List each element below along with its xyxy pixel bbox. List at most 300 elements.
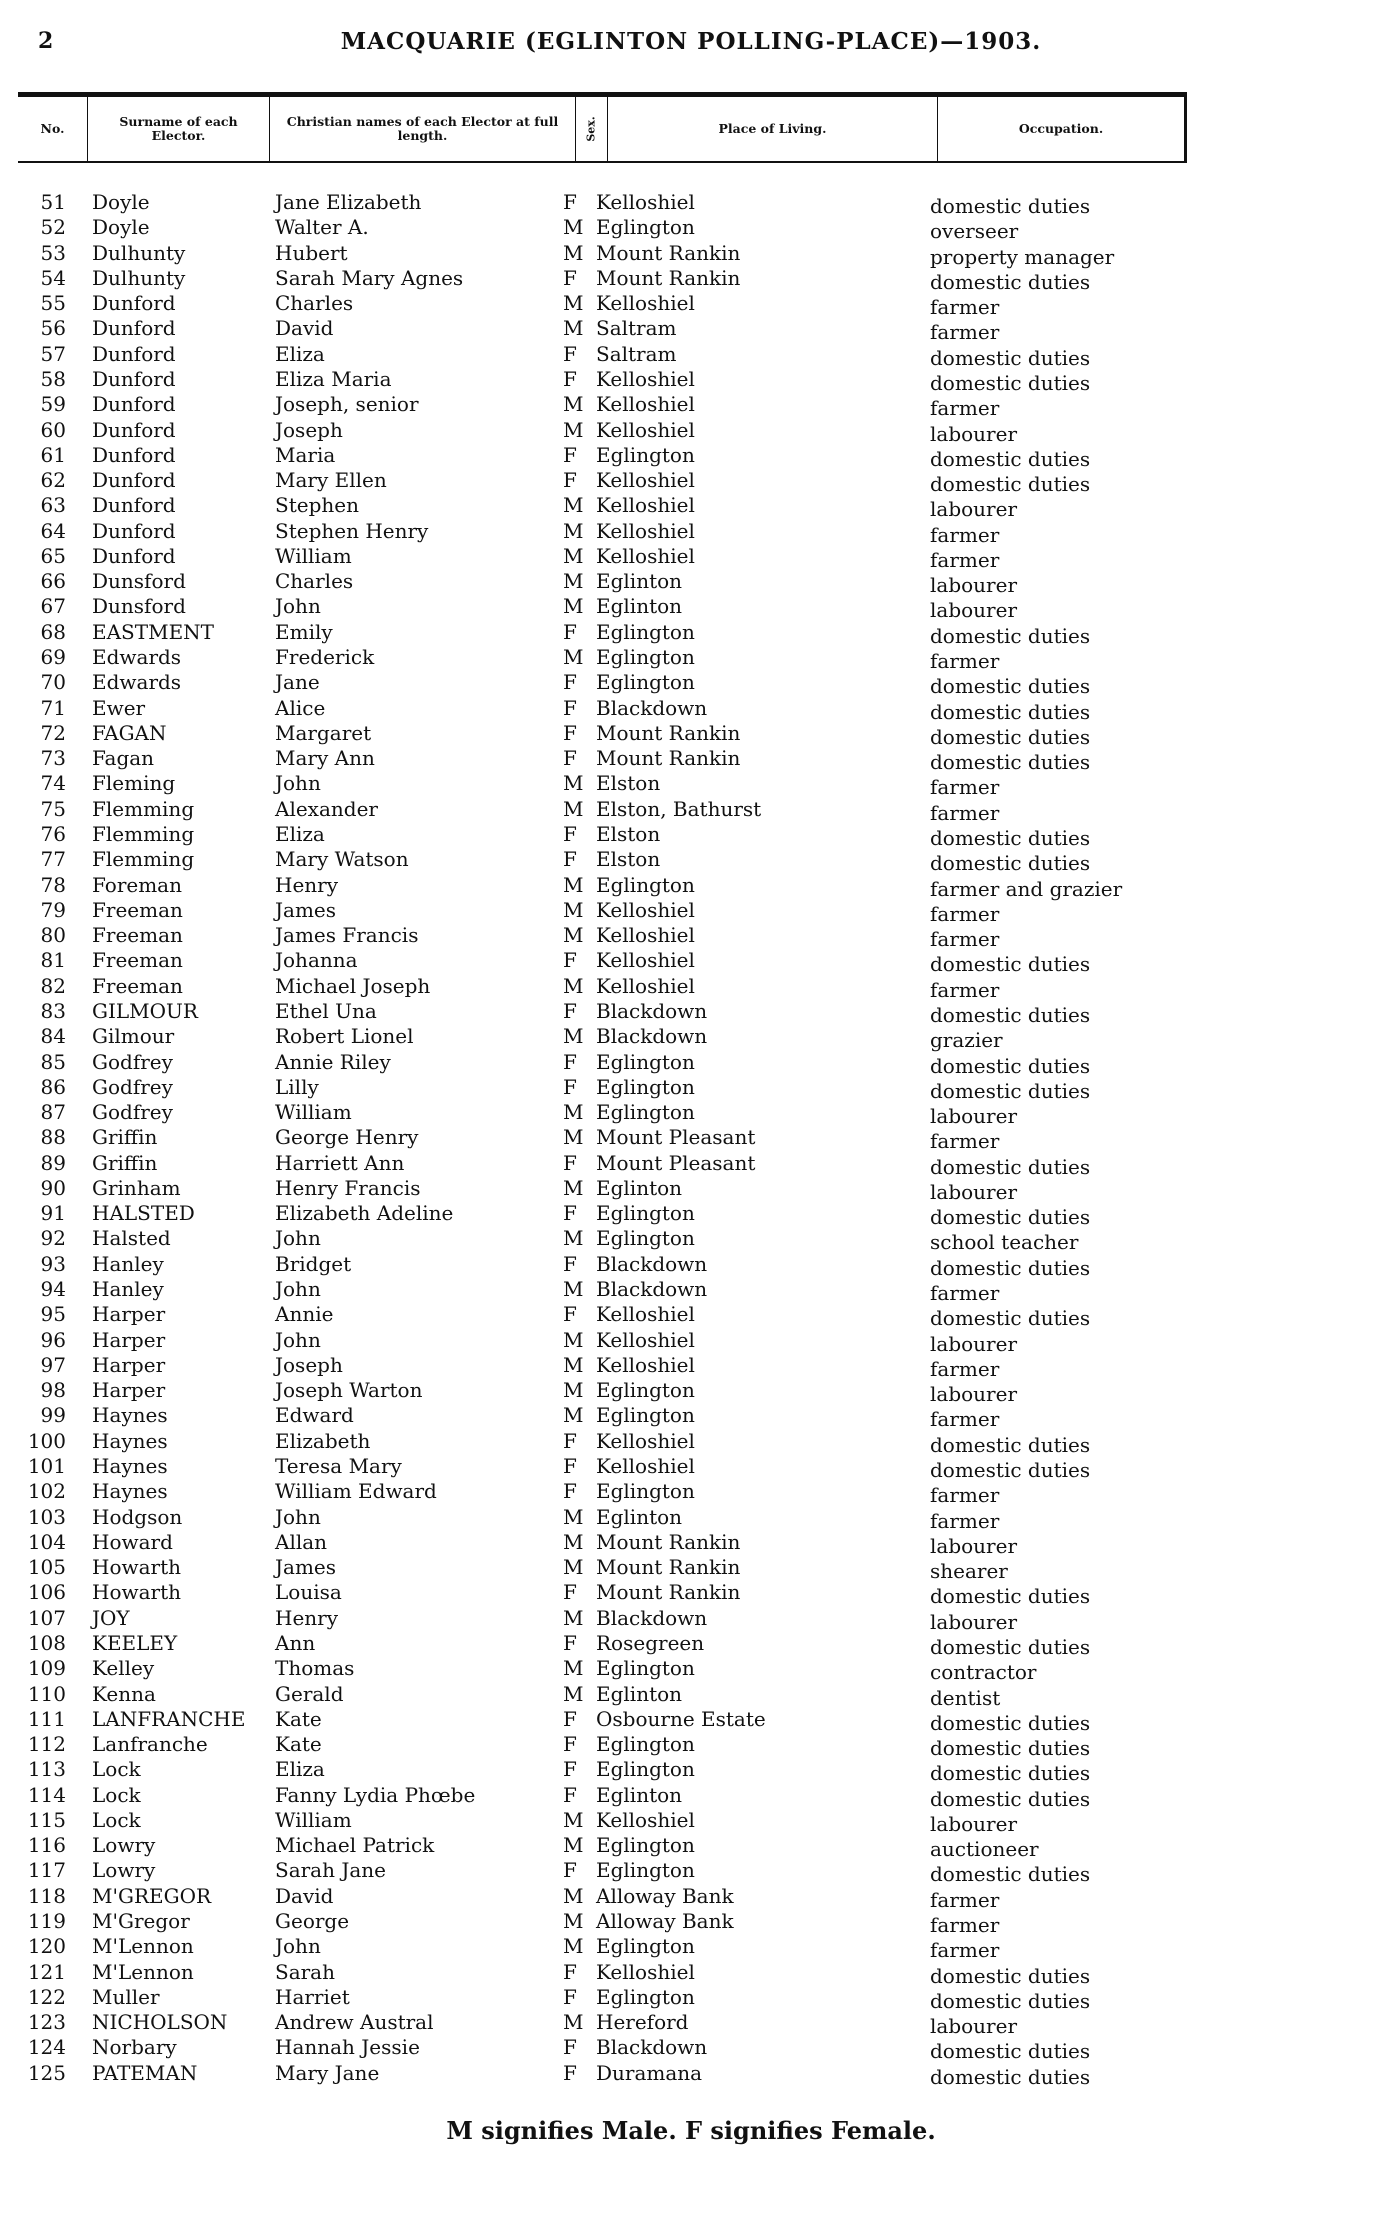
occupation: domestic duties (930, 1205, 1091, 1230)
sex: M (563, 518, 584, 543)
sex: M (563, 1024, 584, 1049)
place-of-living: Kelloshiel (596, 1428, 695, 1453)
surname: Halsted (92, 1226, 171, 1251)
occupation: labourer (930, 1382, 1018, 1407)
table-row (0, 1580, 1382, 1609)
surname: HALSTED (92, 1201, 195, 1226)
surname: Fleming (92, 771, 176, 796)
christian-names: Lilly (275, 1074, 319, 1099)
place-of-living: Kelloshiel (596, 948, 695, 973)
sex: F (563, 746, 577, 771)
surname: Howarth (92, 1580, 182, 1605)
row-number: 54 (40, 265, 66, 290)
header-no: No. (18, 97, 88, 161)
place-of-living: Eglington (596, 1049, 695, 1074)
place-of-living: Kelloshiel (596, 518, 695, 543)
table-row (0, 1732, 1382, 1761)
surname: Flemming (92, 796, 195, 821)
sex: F (563, 1074, 577, 1099)
christian-names: Jane Elizabeth (275, 190, 422, 214)
place-of-living: Eglington (596, 442, 695, 467)
table-row (0, 493, 1382, 522)
row-number: 116 (27, 1833, 66, 1858)
place-of-living: Saltram (596, 316, 677, 341)
occupation: shearer (930, 1559, 1008, 1584)
christian-names: Frederick (275, 645, 375, 670)
row-number: 80 (40, 923, 66, 948)
occupation: domestic duties (930, 1255, 1091, 1280)
table-row (0, 1327, 1382, 1356)
table-row (0, 1984, 1382, 2013)
occupation: domestic duties (930, 1002, 1091, 1027)
occupation: domestic duties (930, 1078, 1091, 1103)
row-number: 118 (27, 1883, 66, 1908)
surname: Dunford (92, 291, 176, 316)
row-number: 98 (40, 1378, 66, 1403)
sex: F (563, 265, 577, 290)
christian-names: Margaret (275, 720, 372, 745)
occupation: farmer (930, 1483, 1000, 1508)
sex: M (563, 923, 584, 948)
occupation: domestic duties (930, 1761, 1091, 1786)
place-of-living: Eglinton (596, 594, 683, 619)
sex: F (563, 1150, 577, 1175)
christian-names: John (275, 1226, 321, 1251)
sex: M (563, 316, 584, 341)
occupation: auctioneer (930, 1837, 1039, 1862)
place-of-living: Kelloshiel (596, 543, 695, 568)
surname: Lowry (92, 1858, 156, 1883)
row-number: 70 (40, 670, 66, 695)
surname: Kenna (92, 1681, 156, 1706)
place-of-living: Saltram (596, 341, 677, 366)
place-of-living: Mount Pleasant (596, 1150, 756, 1175)
christian-names: Joseph (275, 1352, 343, 1377)
sex: M (563, 1352, 584, 1377)
occupation: farmer (930, 1281, 1000, 1306)
table-row (0, 619, 1382, 648)
table-row (0, 973, 1382, 1002)
surname: Dunford (92, 392, 176, 417)
sex: F (563, 1706, 577, 1731)
occupation: labourer (930, 1533, 1018, 1558)
surname: FAGAN (92, 720, 167, 745)
place-of-living: Kelloshiel (596, 392, 695, 417)
sex: M (563, 1378, 584, 1403)
sex: F (563, 341, 577, 366)
table-row (0, 1277, 1382, 1306)
sex: M (563, 1277, 584, 1302)
surname: Lanfranche (92, 1732, 208, 1757)
occupation: domestic duties (930, 1154, 1091, 1179)
christian-names: Andrew Austral (275, 2010, 434, 2035)
table-row (0, 796, 1382, 825)
place-of-living: Mount Rankin (596, 1580, 741, 1605)
christian-names: John (275, 1277, 321, 1302)
row-number: 62 (40, 468, 66, 493)
occupation: domestic duties (930, 750, 1091, 775)
surname: Griffin (92, 1125, 158, 1150)
table-row (0, 746, 1382, 775)
sex: M (563, 973, 584, 998)
occupation: labourer (930, 1609, 1018, 1634)
row-number: 103 (27, 1504, 66, 1529)
surname: Dunsford (92, 569, 186, 594)
occupation: domestic duties (930, 699, 1091, 724)
table-row (0, 670, 1382, 699)
row-number: 51 (40, 190, 66, 214)
occupation: domestic duties (930, 1634, 1091, 1659)
surname: Harper (92, 1302, 166, 1327)
sex: M (563, 417, 584, 442)
sex: F (563, 948, 577, 973)
row-number: 83 (40, 998, 66, 1023)
table-row (0, 1479, 1382, 1508)
place-of-living: Kelloshiel (596, 291, 695, 316)
occupation: farmer (930, 1913, 1000, 1938)
occupation: farmer (930, 396, 1000, 421)
christian-names: Johanna (275, 948, 358, 973)
place-of-living: Eglington (596, 1732, 695, 1757)
table-row (0, 1352, 1382, 1381)
table-row (0, 1529, 1382, 1558)
table-row (0, 543, 1382, 572)
table-row (0, 1555, 1382, 1584)
surname: GILMOUR (92, 998, 198, 1023)
row-number: 90 (40, 1175, 66, 1200)
table-row (0, 1909, 1382, 1938)
surname: M'Lennon (92, 1959, 194, 1984)
surname: Harper (92, 1378, 166, 1403)
occupation: domestic duties (930, 674, 1091, 699)
christian-names: Elizabeth Adeline (275, 1201, 454, 1226)
surname: EASTMENT (92, 619, 215, 644)
table-row (0, 594, 1382, 623)
place-of-living: Blackdown (596, 1024, 708, 1049)
surname: Muller (92, 1984, 160, 2009)
table-row (0, 1251, 1382, 1280)
occupation: farmer (930, 1407, 1000, 1432)
occupation: labourer (930, 421, 1018, 446)
place-of-living: Kelloshiel (596, 468, 695, 493)
christian-names: John (275, 1934, 321, 1959)
christian-names: Robert Lionel (275, 1024, 414, 1049)
place-of-living: Eglinton (596, 1782, 683, 1807)
place-of-living: Rosegreen (596, 1630, 705, 1655)
surname: Dunford (92, 341, 176, 366)
row-number: 89 (40, 1150, 66, 1175)
row-number: 112 (27, 1732, 66, 1757)
occupation: labourer (930, 1331, 1018, 1356)
christian-names: Thomas (275, 1656, 355, 1681)
christian-names: Sarah (275, 1959, 335, 1984)
table-row (0, 215, 1382, 244)
row-number: 104 (27, 1529, 66, 1554)
page-number: 2 (38, 28, 54, 54)
surname: Grinham (92, 1175, 181, 1200)
christian-names: Alexander (275, 796, 378, 821)
sex: M (563, 1807, 584, 1832)
christian-names: Fanny Lydia Phœbe (275, 1782, 476, 1807)
surname: Dunford (92, 493, 176, 518)
surname: Dunford (92, 442, 176, 467)
occupation: domestic duties (930, 1963, 1091, 1988)
row-number: 108 (27, 1630, 66, 1655)
row-number: 123 (27, 2010, 66, 2035)
place-of-living: Mount Rankin (596, 1555, 741, 1580)
occupation: farmer (930, 1508, 1000, 1533)
row-number: 63 (40, 493, 66, 518)
table-row (0, 1024, 1382, 1053)
occupation: domestic duties (930, 1432, 1091, 1457)
surname: Dunford (92, 518, 176, 543)
surname: Doyle (92, 215, 150, 240)
table-row (0, 1074, 1382, 1103)
surname: Godfrey (92, 1049, 173, 1074)
christian-names: Mary Ellen (275, 468, 387, 493)
table-row (0, 720, 1382, 749)
row-number: 94 (40, 1277, 66, 1302)
place-of-living: Eglington (596, 1656, 695, 1681)
place-of-living: Eglington (596, 619, 695, 644)
table-row (0, 291, 1382, 320)
christian-names: Emily (275, 619, 333, 644)
occupation: domestic duties (930, 194, 1091, 218)
christian-names: Sarah Jane (275, 1858, 387, 1883)
place-of-living: Eglington (596, 670, 695, 695)
table-row (0, 1883, 1382, 1912)
row-number: 115 (27, 1807, 66, 1832)
table-row (0, 695, 1382, 724)
table-row (0, 1403, 1382, 1432)
surname: Haynes (92, 1479, 168, 1504)
row-number: 55 (40, 291, 66, 316)
sex: M (563, 1555, 584, 1580)
occupation: farmer and grazier (930, 876, 1123, 901)
place-of-living: Alloway Bank (596, 1909, 734, 1934)
row-number: 102 (27, 1479, 66, 1504)
occupation: domestic duties (930, 345, 1091, 370)
sex: M (563, 1125, 584, 1150)
christian-names: James (275, 897, 337, 922)
sex: M (563, 1529, 584, 1554)
occupation: domestic duties (930, 1306, 1091, 1331)
surname: M'GREGOR (92, 1883, 212, 1908)
table-row (0, 341, 1382, 370)
sex: M (563, 1175, 584, 1200)
sex: M (563, 215, 584, 240)
table-row (0, 1782, 1382, 1811)
christian-names: John (275, 1327, 321, 1352)
place-of-living: Kelloshiel (596, 366, 695, 391)
place-of-living: Eglinton (596, 1504, 683, 1529)
page-title: MACQUARIE (EGLINTON POLLING-PLACE)—1903. (340, 28, 1042, 55)
sex: F (563, 720, 577, 745)
christian-names: Eliza (275, 822, 325, 846)
occupation: grazier (930, 1028, 1003, 1053)
christian-names: Henry (275, 872, 339, 897)
place-of-living: Eglington (596, 1378, 695, 1403)
christian-names: Teresa Mary (275, 1454, 402, 1478)
occupation: domestic duties (930, 2064, 1091, 2089)
table-row (0, 2035, 1382, 2064)
occupation: farmer (930, 1129, 1000, 1154)
occupation: overseer (930, 219, 1019, 244)
place-of-living: Eglington (596, 645, 695, 670)
surname: M'Lennon (92, 1934, 194, 1959)
occupation: farmer (930, 1356, 1000, 1381)
christian-names: Edward (275, 1403, 354, 1428)
row-number: 65 (40, 543, 66, 568)
row-number: 75 (40, 796, 66, 821)
surname: NICHOLSON (92, 2010, 228, 2035)
christian-names: James (275, 1555, 337, 1580)
occupation: domestic duties (930, 1584, 1091, 1609)
surname: Dulhunty (92, 265, 186, 290)
place-of-living: Eglington (596, 1757, 695, 1782)
occupation: farmer (930, 800, 1000, 825)
christian-names: Joseph Warton (275, 1378, 423, 1403)
row-number: 82 (40, 973, 66, 998)
sex: M (563, 1833, 584, 1858)
sex: M (563, 771, 584, 796)
place-of-living: Kelloshiel (596, 897, 695, 922)
table-row (0, 998, 1382, 1027)
sex: F (563, 1251, 577, 1276)
row-number: 61 (40, 442, 66, 467)
place-of-living: Mount Rankin (596, 720, 741, 745)
place-of-living: Hereford (596, 2010, 689, 2035)
table-row (0, 1630, 1382, 1659)
table-row (0, 569, 1382, 598)
place-of-living: Eglington (596, 1833, 695, 1858)
surname: Gilmour (92, 1024, 175, 1049)
surname: Flemming (92, 847, 195, 872)
sex: M (563, 493, 584, 518)
place-of-living: Eglington (596, 1074, 695, 1099)
sex: F (563, 442, 577, 467)
surname: LANFRANCHE (92, 1706, 246, 1731)
christian-names: Elizabeth (275, 1428, 371, 1453)
sex: M (563, 1656, 584, 1681)
sex: M (563, 291, 584, 316)
row-number: 107 (27, 1605, 66, 1630)
surname: JOY (92, 1605, 130, 1630)
sex: M (563, 897, 584, 922)
row-number: 87 (40, 1100, 66, 1125)
sex: F (563, 619, 577, 644)
row-number: 100 (27, 1428, 66, 1453)
christian-names: Joseph, senior (275, 392, 419, 417)
place-of-living: Eglinton (596, 1175, 683, 1200)
occupation: domestic duties (930, 1786, 1091, 1811)
sex: M (563, 872, 584, 897)
occupation: domestic duties (930, 1988, 1091, 2013)
place-of-living: Alloway Bank (596, 1883, 734, 1908)
sex: F (563, 1858, 577, 1883)
row-number: 88 (40, 1125, 66, 1150)
row-number: 110 (27, 1681, 66, 1706)
sex: M (563, 1100, 584, 1125)
row-number: 124 (27, 2035, 66, 2060)
sex: F (563, 1984, 577, 2009)
surname: M'Gregor (92, 1909, 190, 1934)
occupation: farmer (930, 649, 1000, 674)
surname: Fagan (92, 746, 155, 771)
row-number: 122 (27, 1984, 66, 2009)
table-row (0, 645, 1382, 674)
place-of-living: Elston (596, 771, 661, 796)
surname: Howarth (92, 1555, 182, 1580)
christian-names: Michael Joseph (275, 973, 431, 998)
table-row (0, 1454, 1382, 1482)
occupation: farmer (930, 295, 1000, 320)
surname: Howard (92, 1529, 173, 1554)
sex: M (563, 1909, 584, 1934)
table-row (0, 518, 1382, 547)
place-of-living: Mount Rankin (596, 265, 741, 290)
row-number: 59 (40, 392, 66, 417)
surname: Lock (92, 1782, 141, 1807)
row-number: 71 (40, 695, 66, 720)
table-row (0, 1934, 1382, 1963)
row-number: 53 (40, 240, 66, 265)
sex: M (563, 1403, 584, 1428)
sex: F (563, 1757, 577, 1782)
row-number: 52 (40, 215, 66, 240)
sex: F (563, 670, 577, 695)
place-of-living: Kelloshiel (596, 1352, 695, 1377)
christian-names: Eliza Maria (275, 366, 392, 391)
row-number: 97 (40, 1352, 66, 1377)
sex: F (563, 1782, 577, 1807)
surname: Dunford (92, 417, 176, 442)
table-row (0, 2060, 1382, 2089)
table-row (0, 366, 1382, 395)
table-header (18, 92, 1187, 163)
occupation: farmer (930, 927, 1000, 952)
row-number: 106 (27, 1580, 66, 1605)
occupation: labourer (930, 573, 1018, 598)
place-of-living: Elston (596, 822, 661, 846)
row-number: 121 (27, 1959, 66, 1984)
row-number: 109 (27, 1656, 66, 1681)
sex: M (563, 240, 584, 265)
place-of-living: Kelloshiel (596, 417, 695, 442)
christian-names: John (275, 1504, 321, 1529)
header-surname: Surname of each Elector. (88, 97, 270, 161)
table-row (0, 1807, 1382, 1836)
christian-names: Ann (275, 1630, 316, 1655)
sex: F (563, 1732, 577, 1757)
occupation: domestic duties (930, 1458, 1091, 1482)
christian-names: Stephen Henry (275, 518, 429, 543)
table-row (0, 2010, 1382, 2039)
surname: Kelley (92, 1656, 155, 1681)
christian-names: Gerald (275, 1681, 344, 1706)
row-number: 72 (40, 720, 66, 745)
christian-names: Michael Patrick (275, 1833, 435, 1858)
christian-names: Annie Riley (275, 1049, 391, 1074)
occupation: farmer (930, 522, 1000, 547)
surname: Doyle (92, 190, 150, 214)
christian-names: Joseph (275, 417, 343, 442)
occupation: farmer (930, 320, 1000, 345)
sex: F (563, 822, 577, 846)
table-row (0, 923, 1382, 952)
place-of-living: Eglington (596, 1479, 695, 1504)
surname: Dulhunty (92, 240, 186, 265)
